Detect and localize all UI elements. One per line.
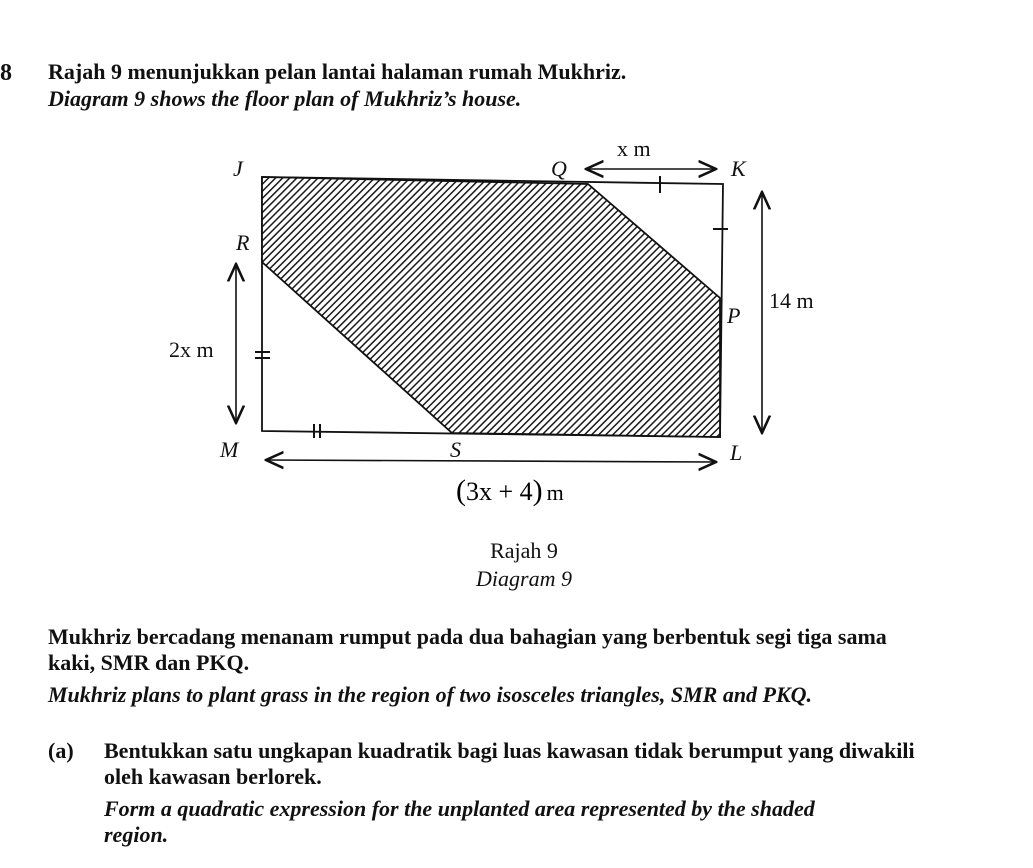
label-q: Q xyxy=(551,156,567,181)
intro-english: Diagram 9 shows the floor plan of Mukhriz’s house. xyxy=(48,86,522,111)
arrow-bottom xyxy=(266,460,716,462)
dim-bottom-expr: 3x + 4 xyxy=(466,477,533,506)
label-m: M xyxy=(220,437,239,462)
label-s: S xyxy=(450,437,461,462)
intro-malay: Rajah 9 menunjukkan pelan lantai halaman rumah Mukhriz. xyxy=(48,59,627,84)
part-a-english-line1: Form a quadratic expression for the unplanted area represented by the shaded xyxy=(104,796,815,821)
label-l: L xyxy=(730,440,743,465)
body-malay-line1: Mukhriz bercadang menanam rumput pada dua bahagian yang berbentuk segi tiga sama xyxy=(48,624,887,649)
dim-bottom-close: ) xyxy=(532,474,543,507)
body-malay-line2: kaki, SMR dan PKQ. xyxy=(48,650,250,675)
part-a-malay-line1: Bentukkan satu ungkapan kuadratik bagi luas kawasan tidak berumput yang diwakili xyxy=(104,738,915,763)
part-a-malay-line2: oleh kawasan berlorek. xyxy=(104,764,322,789)
question-number: 8 xyxy=(0,60,12,86)
dim-bottom-label xyxy=(456,474,564,507)
dim-left-label: 2x m xyxy=(169,337,214,362)
label-p: P xyxy=(727,303,741,328)
dim-top-label: x m xyxy=(617,136,651,161)
dim-bottom-open: ( xyxy=(456,474,466,507)
part-a-label: (a) xyxy=(48,738,74,763)
part-a-english-line2: region. xyxy=(104,822,169,847)
body-english: Mukhriz plans to plant grass in the region of two isosceles triangles, SMR and PKQ. xyxy=(48,682,813,707)
caption-english: Diagram 9 xyxy=(476,566,572,591)
label-j: J xyxy=(233,156,243,181)
shaded-region xyxy=(262,177,720,437)
label-r: R xyxy=(236,230,250,255)
label-k: K xyxy=(731,156,746,181)
caption-malay: Rajah 9 xyxy=(490,538,558,563)
dim-bottom-unit: m xyxy=(546,480,564,505)
dim-right-label: 14 m xyxy=(769,288,814,313)
